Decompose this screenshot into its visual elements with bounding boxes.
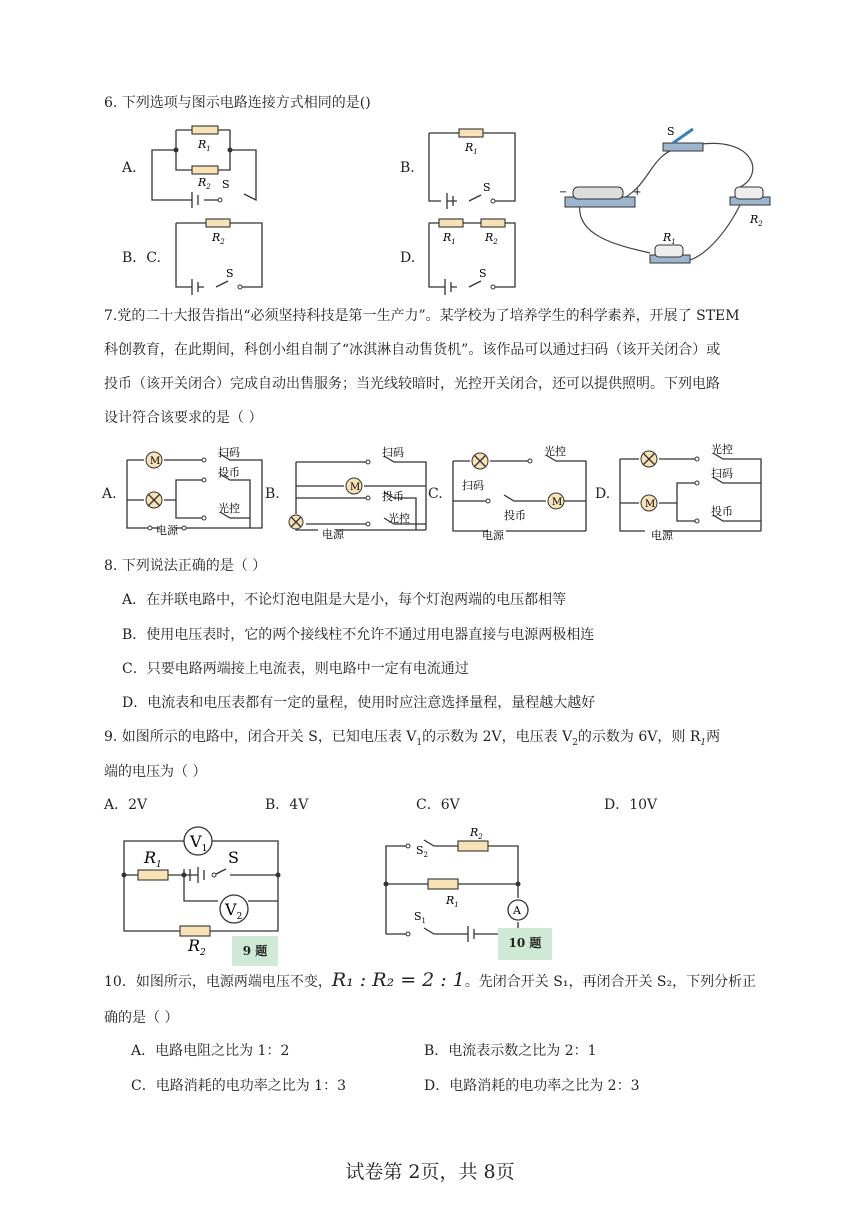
q8-stem: 8. 下列说法正确的是（ ）: [104, 558, 267, 574]
q9-option-b: B．4V: [265, 797, 309, 813]
svg-text:电源: 电源: [482, 529, 504, 542]
q7-line-1: 7.党的二十大报告指出“必须坚持科技是第一生产力”。某学校为了培养学生的科学素养，开展了 STEM: [104, 308, 740, 324]
svg-text:光控: 光控: [388, 512, 410, 525]
q9-option-d: D．10V: [604, 797, 658, 813]
q7-circuit-d: [615, 445, 765, 540]
svg-text:R1: $R_1$: [465, 141, 478, 156]
svg-text:扫码: 扫码: [711, 467, 733, 480]
svg-text:电源: 电源: [322, 528, 344, 541]
q9-option-c: C．6V: [416, 797, 460, 813]
q10-ratio-formula: R₁ : R₂ = 2 : 1: [331, 969, 465, 991]
q7-circuit-a: [122, 448, 267, 540]
q10-figure-tag: 10 题: [498, 928, 552, 960]
svg-text:S: S: [483, 181, 491, 194]
svg-text:光控: 光控: [218, 502, 240, 515]
q7-line-2: 科创教育，在此期间，科创小组自制了“冰淇淋自动售货机”。该作品可以通过扫码（该开关闭合）或: [104, 342, 721, 358]
svg-text:R2: $R_2$: [485, 231, 498, 246]
q7-option-c-label: C.: [428, 486, 443, 502]
q8-option-d: D．电流表和电压表都有一定的量程，使用时应注意选择量程，量程越大越好: [122, 695, 596, 711]
svg-text:R1: $R_1$: [443, 231, 456, 246]
svg-text:扫码: 扫码: [382, 446, 404, 459]
q10-line-2: 确的是（ ）: [104, 1010, 179, 1026]
q7-line-4: 设计符合该要求的是（ ）: [104, 410, 263, 426]
q9-option-a: A．2V: [104, 797, 148, 813]
q8-option-b: B．使用电压表时，它的两个接线柱不允许不通过用电器直接与电源两极相连: [122, 627, 595, 643]
svg-text:R2: $R_2$: [470, 826, 483, 841]
q10-option-a: A．电路电阻之比为 1：2: [131, 1043, 290, 1059]
svg-text:R2: $R_2$: [212, 231, 225, 246]
svg-text:S: S: [222, 178, 230, 191]
q7-circuit-c: [448, 445, 593, 540]
q6-physical-circuit-image: [555, 125, 775, 275]
svg-text:V2: $V_2$: [225, 900, 243, 922]
q6-circuit-c: [172, 215, 272, 295]
q6-circuit-b: [425, 125, 525, 205]
svg-text:R1: $R_1$: [663, 231, 676, 246]
q8-option-c: C．只要电路两端接上电流表，则电路中一定有电流通过: [122, 661, 469, 677]
svg-text:S: S: [228, 848, 239, 867]
q9-line-2: 端的电压为（ ）: [104, 764, 207, 780]
q10-option-b: B．电流表示数之比为 2：1: [424, 1043, 597, 1059]
svg-text:−: −: [559, 187, 568, 198]
svg-text:A: A: [513, 904, 521, 917]
q6-stem: 6. 下列选项与图示电路连接方式相同的是(): [104, 95, 371, 111]
q7-circuit-b: [288, 448, 433, 543]
q9-figure-tag: 9 题: [232, 936, 278, 966]
svg-text:R2: $R_2$: [188, 936, 206, 958]
q6-option-a-label: A.: [122, 160, 137, 176]
svg-text:扫码: 扫码: [218, 446, 240, 459]
svg-text:S: S: [226, 267, 234, 280]
q10-circuit-diagram: [378, 826, 538, 938]
svg-text:投币: 投币: [218, 466, 240, 479]
svg-text:投币: 投币: [382, 490, 404, 503]
svg-text:投币: 投币: [711, 505, 733, 518]
svg-text:电源: 电源: [156, 524, 178, 537]
q10-option-c: C．电路消耗的电功率之比为 1：3: [131, 1078, 346, 1094]
q6-option-b-label: B.: [400, 160, 415, 176]
q6-circuit-d: [425, 215, 525, 295]
q6-option-c-label: B．C.: [122, 250, 161, 266]
page-footer: 试卷第 2页，共 8页: [345, 1161, 515, 1183]
svg-text:S2: $S_2$: [416, 844, 429, 859]
q10-line-1: 10．如图所示，电源两端电压不变，R₁ : R₂ = 2 : 1。先闭合开关 S₁，再闭合开关 S₂，下列分析正: [104, 969, 757, 991]
svg-text:M: M: [350, 482, 361, 493]
svg-text:S1: $S_1$: [414, 910, 427, 925]
svg-text:M: M: [150, 456, 161, 467]
svg-text:光控: 光控: [711, 443, 733, 456]
svg-text:电源: 电源: [651, 529, 673, 542]
svg-text:M: M: [645, 499, 656, 510]
svg-text:R2: $R_2$: [750, 213, 763, 228]
svg-text:光控: 光控: [544, 445, 566, 458]
svg-text:扫码: 扫码: [462, 479, 484, 492]
q6-circuit-a: [148, 122, 263, 204]
svg-text:+: +: [633, 187, 642, 198]
svg-text:R2: $R_2$: [198, 176, 211, 191]
svg-text:R1: $R_1$: [144, 848, 162, 870]
q7-option-a-label: A.: [102, 486, 117, 502]
q7-option-b-label: B.: [265, 486, 280, 502]
svg-text:V1: $V_1$: [190, 832, 208, 854]
q7-line-3: 投币（该开关闭合）完成自动出售服务；当光线较暗时，光控开关闭合，还可以提供照明。下列电路: [104, 376, 720, 392]
q9-line-1: 9. 如图所示的电路中，闭合开关 S，已知电压表 $V_1$的示数为 2V，电压表 $V_2$的示数为 6V，则 $R_1$两: [104, 729, 721, 748]
svg-text:M: M: [552, 497, 563, 508]
svg-text:投币: 投币: [504, 509, 526, 522]
q6-option-d-label: D.: [400, 250, 416, 266]
q10-option-d: D．电路消耗的电功率之比为 2：3: [424, 1078, 640, 1094]
q7-option-d-label: D.: [595, 486, 611, 502]
svg-text:R1: $R_1$: [446, 894, 459, 909]
svg-text:S: S: [667, 125, 675, 138]
q8-option-a: A．在并联电路中，不论灯泡电阻是大是小，每个灯泡两端的电压都相等: [122, 592, 567, 608]
svg-text:R1: $R_1$: [198, 138, 211, 153]
svg-text:S: S: [479, 267, 487, 280]
